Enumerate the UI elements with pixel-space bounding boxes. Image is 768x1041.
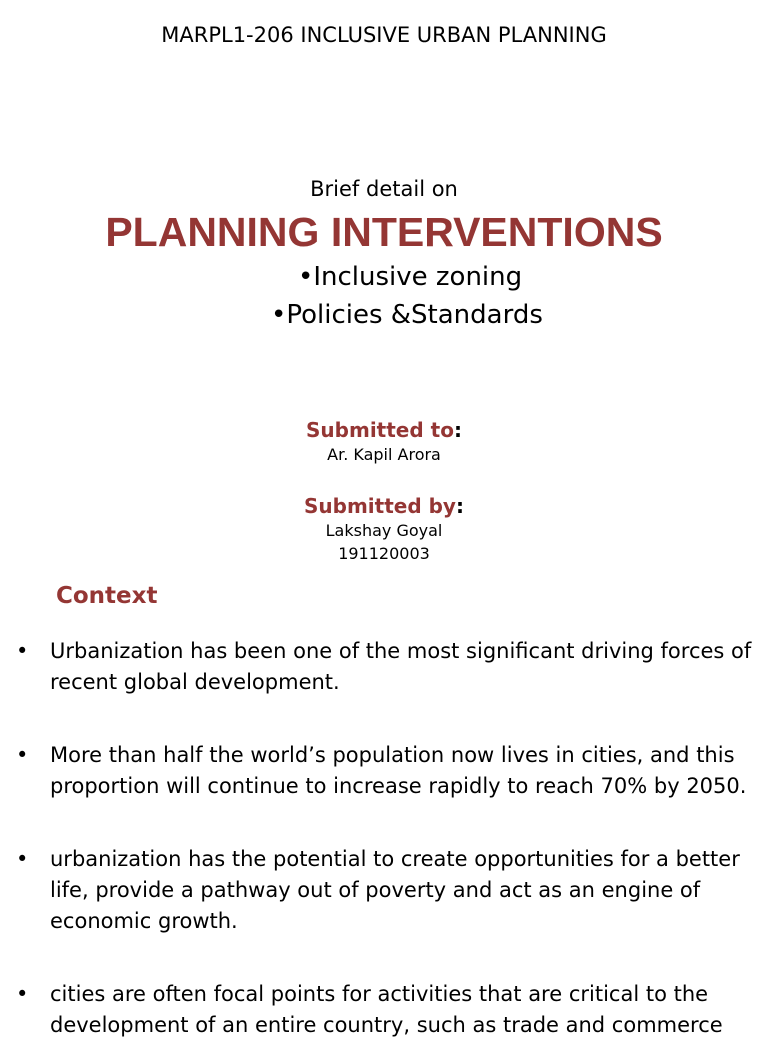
bullet-line: recent global development. (50, 670, 340, 694)
bullet-icon: • (16, 847, 29, 871)
course-header: MARPL1-206 INCLUSIVE URBAN PLANNING (161, 23, 607, 47)
bullet-line: development of an entire country, such as trade and commerce (50, 1013, 723, 1037)
title-bullet-policies-standards: •Policies &Standards (271, 300, 543, 330)
submitted-by-name: Lakshay Goyal (325, 521, 443, 540)
bullet-line: life, provide a pathway out of poverty and act as an engine of (50, 878, 701, 902)
context-heading: Context (56, 583, 158, 609)
submitted-by-label (0, 493, 768, 519)
context-bullet-item (16, 636, 756, 698)
submitted-by-id: 191120003 (338, 544, 430, 563)
bullet-line: Urbanization has been one of the most significant driving forces of (50, 639, 752, 663)
bullet-icon: • (16, 639, 29, 663)
submitted-by-label-text: Submitted by (304, 494, 456, 518)
page-title: PLANNING INTERVENTIONS (105, 209, 663, 255)
bullet-line: cities are often focal points for activities that are critical to the (50, 982, 709, 1006)
title-bullet-inclusive-zoning: •Inclusive zoning (298, 262, 523, 292)
bullet-line: proportion will continue to increase rapidly to reach 70% by 2050. (50, 774, 747, 798)
bullet-line: urbanization has the potential to create opportunities for a better (50, 847, 740, 871)
bullet-icon: • (16, 982, 29, 1006)
context-bullet-item (16, 844, 756, 937)
submitted-by-colon: : (455, 494, 464, 518)
submitted-to-label-text: Submitted to (306, 418, 454, 442)
context-bullet-item (16, 979, 756, 1041)
bullet-line: More than half the world’s population now lives in cities, and this (50, 743, 735, 767)
submitted-to-label (0, 417, 768, 443)
title-intro: Brief detail on (310, 177, 458, 201)
bullet-line: economic growth. (50, 909, 238, 933)
submitted-to-name: Ar. Kapil Arora (327, 445, 441, 464)
bullet-icon: • (16, 743, 29, 767)
submitted-to-colon: : (453, 418, 462, 442)
context-bullet-item (16, 740, 756, 802)
